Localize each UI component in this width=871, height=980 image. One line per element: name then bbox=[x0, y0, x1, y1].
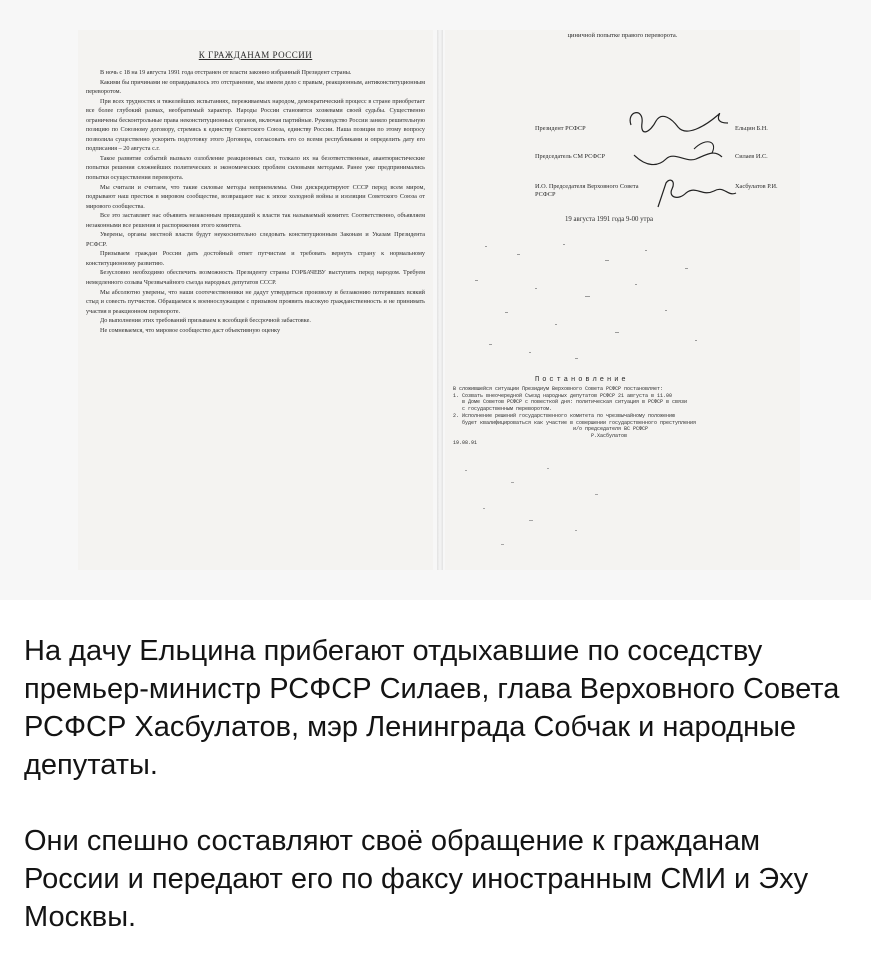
appeal-paragraph: До выполнения этих требований призываем к всеобщей бессрочной забастовке. bbox=[100, 317, 311, 325]
appeal-paragraph: Призываем граждан России дать достойный ответ путчистам и требовать вернуть страну к нормальному конституционному развитию. bbox=[86, 250, 425, 267]
signer-name: Силаев И.С. bbox=[735, 153, 768, 160]
appeal-page bbox=[78, 30, 433, 570]
caption-paragraph: На дачу Ельцина прибегают отдыхавшие по соседству премьер-министр РСФСР Силаев, глава Верховного Совета РСФСР Хасбулатов, мэр Ленинграда Собчак и народные депутаты. bbox=[24, 635, 840, 781]
fax-noise bbox=[445, 240, 800, 370]
resolution-line: Р.Хасбулатов bbox=[453, 432, 628, 439]
caption bbox=[24, 632, 854, 936]
resolution-line: 1. Созвать внеочередной Съезд народных депутатов РСФСР 21 августа в 11.00 bbox=[453, 392, 673, 399]
page-fold bbox=[437, 30, 443, 570]
signer-role: И.О. Председателя Верховного Совета РСФСР bbox=[535, 183, 639, 198]
signer-role: Президент РСФСР bbox=[535, 125, 586, 132]
appeal-paragraph: Не сомневаемся, что мировое сообщество даст объективную оценку bbox=[100, 326, 281, 334]
appeal-paragraph: При всех трудностях и тяжелейших испытаниях, переживаемых народом, демократический процесс в стране приобретает все более глубокий размах, необратимый характер. Народы России становятся хозяевами своей судьбы. Существенно ограничены бесконтрольные права неконституционных органов, включая партийные. Руководство России заняло решительную позицию по Союзному договору, стремясь к единству Советского Союза, единству России. Наша позиция по этому вопросу позволила существенно ускорить подготовку этого Договора, согласовать его со всеми республиками и определить дату его подписания – 20 августа с.г. bbox=[86, 97, 425, 153]
appeal-continuation: циничной попытке правого переворота. bbox=[567, 32, 678, 39]
signature-block bbox=[451, 77, 794, 227]
appeal-paragraph: Мы считали и считаем, что такие силовые методы неприемлемы. Они дискредитируют СССР перед всем миром, подрывают наш престиж в мировом сообществе, возвращают нас к эпохе холодной войны и изоляции Советского Союза от мирового сообщества. bbox=[86, 183, 425, 210]
resolution-line: в Доме Советов РСФСР с повесткой дня: политическая ситуация в РСФСР в связи bbox=[453, 399, 688, 406]
caption-paragraph: Они спешно составляют своё обращение к гражданам России и передают его по факсу иностранным СМИ и Эху Москвы. bbox=[24, 825, 809, 933]
appeal-paragraph: Безусловно необходимо обеспечить возможность Президенту страны ГОРБАЧЕВУ выступить перед народом. Требуем немедленного созыва Чрезвычайного съезда народных депутатов СССР. bbox=[86, 269, 425, 287]
appeal-paragraph: Такое развитие событий вызвало озлобление реакционных сил, толкало их на безответственные, авантюристические попытки решения сложнейших политических и экономических проблем силовыми методами. Ранее уже предпринимались попытки осуществления переворота. bbox=[86, 154, 425, 182]
resolution-line: 2. Исполнение решений государственного комитета по чрезвычайному положению bbox=[453, 412, 676, 419]
appeal-date: 19 августа 1991 года 9-00 утра bbox=[565, 216, 654, 223]
appeal-title: К ГРАЖДАНАМ РОССИИ bbox=[198, 50, 313, 60]
resolution-line: и/о председателя ВС РСФСР bbox=[453, 426, 649, 433]
resolution-line: 19.08.91 bbox=[453, 439, 478, 446]
resolution-line: В сложившейся ситуации Президиум Верховного Совета РСФСР постановляет: bbox=[453, 386, 664, 392]
resolution-line: будет квалифицироваться как участие в совершении государственного преступления bbox=[453, 419, 697, 426]
appeal-paragraph: Все это заставляет нас объявить незаконным пришедший к власти так называемый комитет. Соответственно, объявляем незаконными все решения и распоряжения этого комитета. bbox=[86, 212, 425, 229]
signer-name: Ельцин Б.Н. bbox=[735, 125, 768, 132]
appeal-paragraph: Какими бы причинами не оправдывалось это отстранение, мы имеем дело с правым, реакционным, антиконституционным переворотом. bbox=[86, 78, 425, 96]
appeal-paragraph: Мы абсолютно уверены, что наши соотечественники не дадут утвердиться произволу и беззаконию потерявших всякий стыд и совесть путчистов. Обращаемся к военнослужащим с призывом проявить высокую гражданственность и не принимать участия в реакционном перевороте. bbox=[86, 288, 425, 315]
signer-role: Председатель СМ РСФСР bbox=[535, 153, 605, 160]
appeal-body bbox=[86, 68, 425, 335]
signer-name: Хасбулатов Р.И. bbox=[735, 183, 778, 190]
appeal-paragraph: В ночь с 18 на 19 августа 1991 года отстранен от власти законно избранный Президент страны. bbox=[100, 69, 352, 76]
appeal-paragraph: Уверены, органы местной власти будут неукоснительно следовать конституционным Законам и Указам Президента РСФСР. bbox=[86, 231, 425, 248]
fax-noise bbox=[445, 460, 800, 560]
resolution-title: Постановление bbox=[535, 376, 629, 384]
signature-page bbox=[445, 30, 800, 570]
resolution-line: с государственным переворотом. bbox=[453, 406, 553, 413]
resolution-body bbox=[453, 386, 793, 446]
handwritten-signatures bbox=[606, 97, 756, 227]
